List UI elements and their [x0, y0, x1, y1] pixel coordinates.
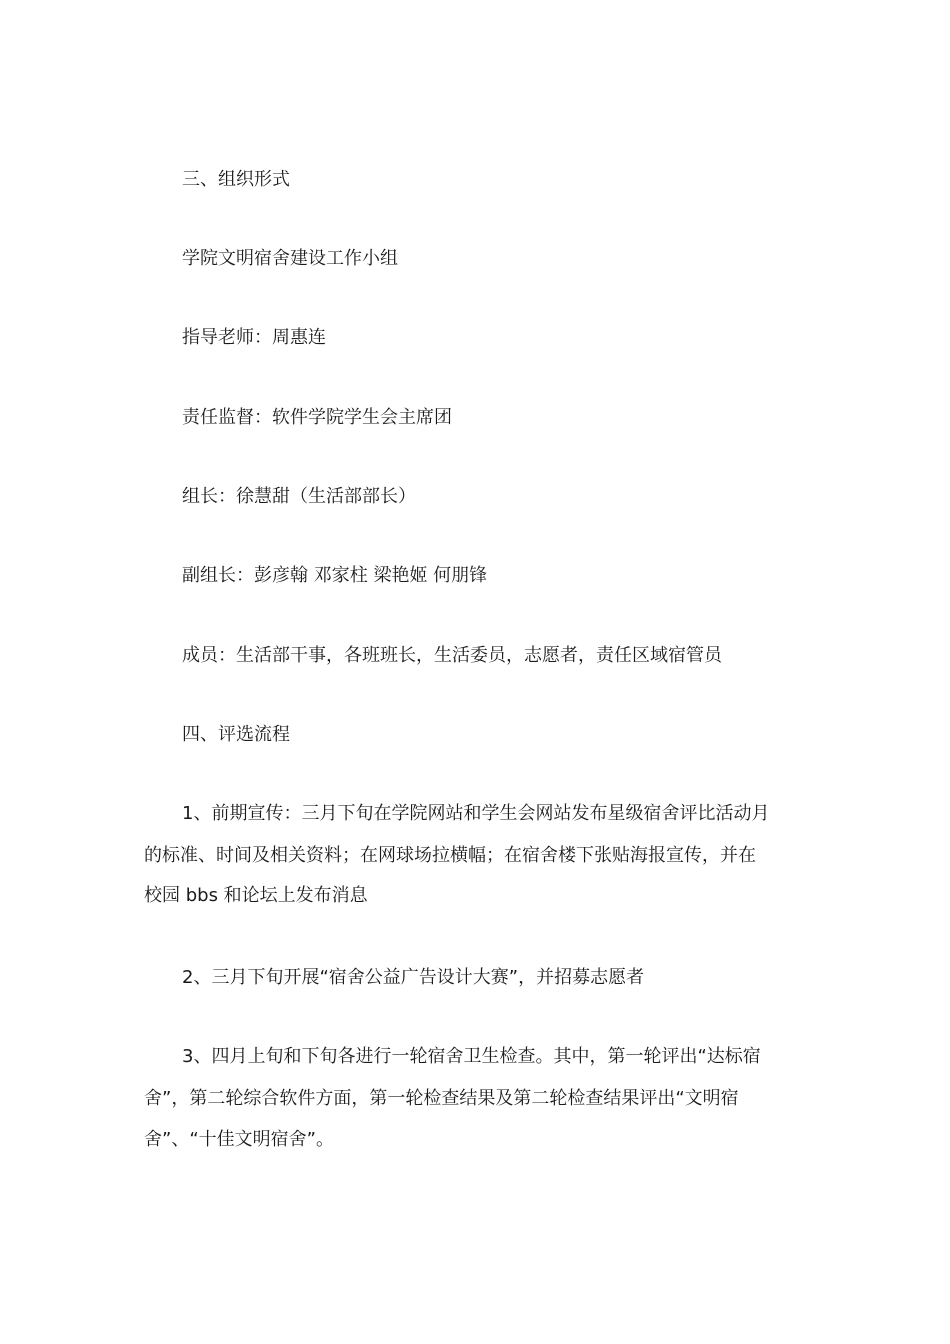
section-3-heading: 三、组织形式: [182, 169, 290, 190]
step-1-line-1: 1、前期宣传：三月下旬在学院网站和学生会网站发布星级宿舍评比活动月: [182, 803, 770, 824]
supervisor-line: 责任监督：软件学院学生会主席团: [182, 407, 452, 428]
members-line: 成员：生活部干事，各班班长，生活委员，志愿者，责任区域宿管员: [182, 645, 722, 666]
deputy-leaders-line: 副组长：彭彦翰 邓家柱 梁艳姬 何朋锋: [182, 565, 488, 586]
step-2-line-1: 2、三月下旬开展“宿舍公益广告设计大赛”，并招募志愿者: [182, 967, 645, 988]
step-3-line-1: 3、四月上旬和下旬各进行一轮宿舍卫生检查。其中，第一轮评出“达标宿: [182, 1046, 761, 1067]
step-3-line-3: 舍”、“十佳文明宿舍”。: [144, 1129, 334, 1150]
section-4-heading: 四、评选流程: [182, 724, 290, 745]
step-1-line-3: 校园 bbs 和论坛上发布消息: [144, 885, 368, 906]
group-name: 学院文明宿舍建设工作小组: [182, 248, 398, 269]
step-1-line-2: 的标准、时间及相关资料；在网球场拉横幅；在宿舍楼下张贴海报宣传，并在: [144, 845, 756, 866]
advisor-line: 指导老师：周惠连: [182, 327, 326, 348]
leader-line: 组长：徐慧甜（生活部部长）: [182, 486, 416, 507]
step-3-line-2: 舍”，第二轮综合软件方面，第一轮检查结果及第二轮检查结果评出“文明宿: [144, 1088, 739, 1109]
